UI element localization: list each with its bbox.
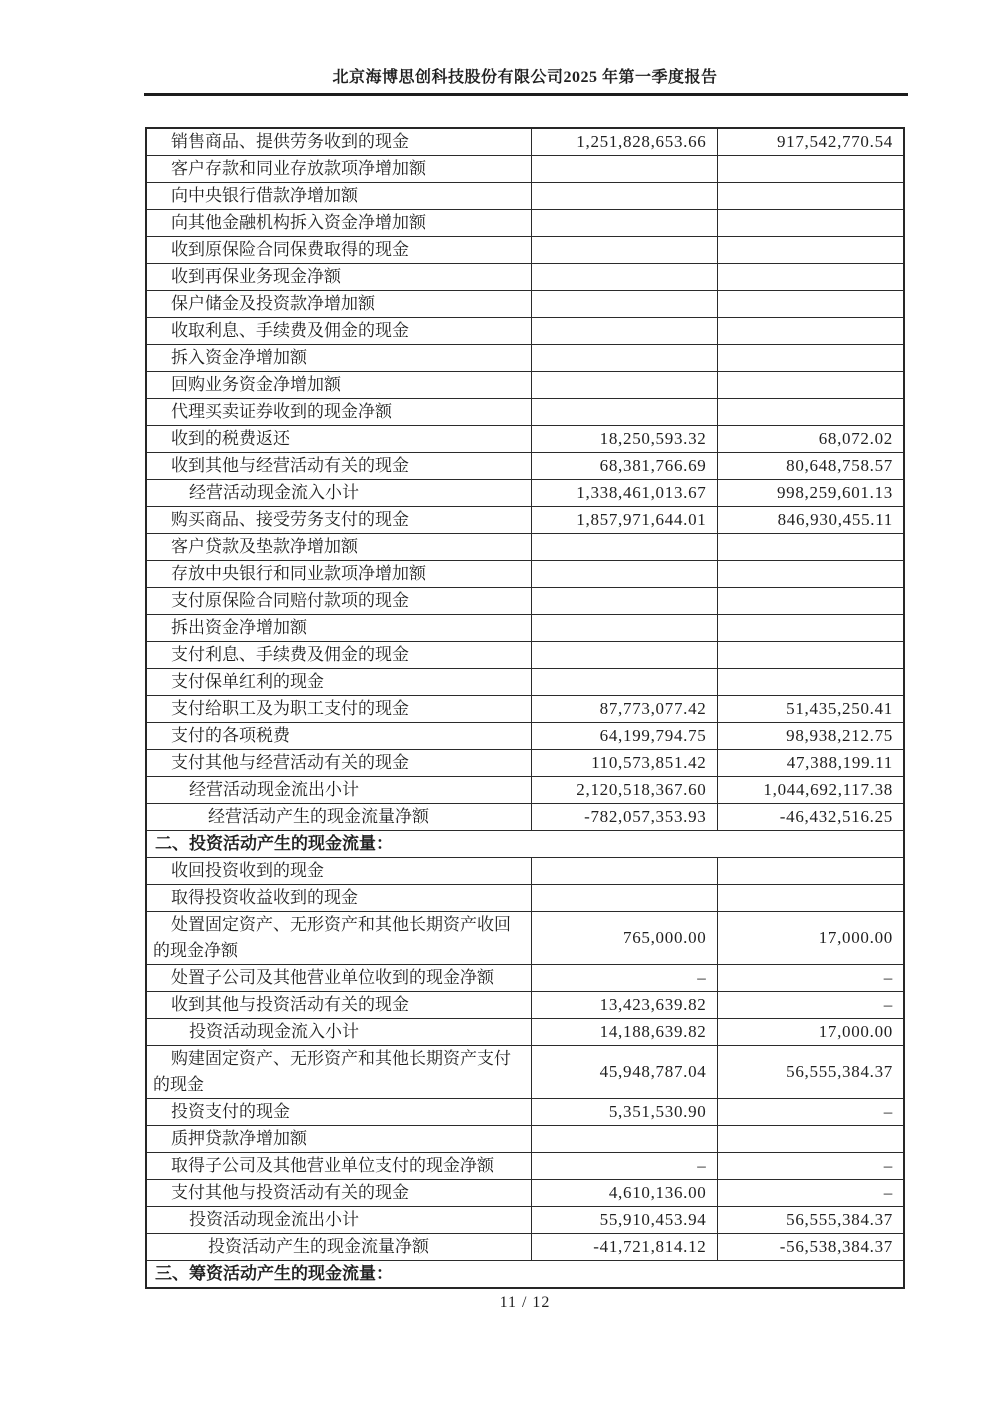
amount-cell-col2: [717, 345, 904, 372]
item-label-cell: 质押贷款净增加额: [146, 1126, 531, 1153]
item-label-cell: 支付给职工及为职工支付的现金: [146, 696, 531, 723]
item-label-cell: 向其他金融机构拆入资金净增加额: [146, 210, 531, 237]
section-header-label: 二、投资活动产生的现金流量：: [146, 831, 904, 858]
item-label-cell: 收到原保险合同保费取得的现金: [146, 237, 531, 264]
amount-cell-col1: [531, 588, 717, 615]
table-row: [146, 912, 904, 965]
amount-cell-col1: 18,250,593.32: [531, 426, 717, 453]
item-label-cell: 经营活动现金流出小计: [146, 777, 531, 804]
item-label-cell: 客户贷款及垫款净增加额: [146, 534, 531, 561]
item-label-cell: 投资活动产生的现金流量净额: [146, 1234, 531, 1261]
table-row: [146, 615, 904, 642]
table-row: [146, 1180, 904, 1207]
amount-cell-col1: 45,948,787.04: [531, 1046, 717, 1099]
item-label-cell: 支付原保险合同赔付款项的现金: [146, 588, 531, 615]
amount-cell-col2: 846,930,455.11: [717, 507, 904, 534]
item-label-cell: 存放中央银行和同业款项净增加额: [146, 561, 531, 588]
amount-cell-col1: [531, 858, 717, 885]
amount-cell-col1: [531, 210, 717, 237]
amount-cell-col1: [531, 885, 717, 912]
table-row: [146, 156, 904, 183]
amount-cell-col2: 47,388,199.11: [717, 750, 904, 777]
table-row: [146, 237, 904, 264]
item-label-cell: 销售商品、提供劳务收到的现金: [146, 128, 531, 156]
table-row: [146, 992, 904, 1019]
table-row: [146, 534, 904, 561]
current-page-number: 11: [499, 1294, 517, 1311]
table-row: [146, 1099, 904, 1126]
amount-cell-col1: -782,057,353.93: [531, 804, 717, 831]
item-label-cell: 保户储金及投资款净增加额: [146, 291, 531, 318]
amount-cell-col1: [531, 156, 717, 183]
amount-cell-col1: -41,721,814.12: [531, 1234, 717, 1261]
item-label-cell: 收到的税费返还: [146, 426, 531, 453]
item-label-cell: 拆出资金净增加额: [146, 615, 531, 642]
amount-cell-col1: 4,610,136.00: [531, 1180, 717, 1207]
table-row: [146, 128, 904, 156]
amount-cell-col1: [531, 642, 717, 669]
item-label-cell: 收取利息、手续费及佣金的现金: [146, 318, 531, 345]
table-row: [146, 777, 904, 804]
amount-cell-col2: [717, 264, 904, 291]
amount-cell-col1: [531, 318, 717, 345]
amount-cell-col2: 68,072.02: [717, 426, 904, 453]
amount-cell-col2: 98,938,212.75: [717, 723, 904, 750]
item-label-cell: 支付的各项税费: [146, 723, 531, 750]
amount-cell-col1: 765,000.00: [531, 912, 717, 965]
amount-cell-col2: –: [717, 1153, 904, 1180]
amount-cell-col2: 56,555,384.37: [717, 1046, 904, 1099]
item-label-cell: 收回投资收到的现金: [146, 858, 531, 885]
amount-cell-col1: [531, 1126, 717, 1153]
amount-cell-col1: [531, 561, 717, 588]
table-row: [146, 210, 904, 237]
amount-cell-col2: 998,259,601.13: [717, 480, 904, 507]
amount-cell-col1: 2,120,518,367.60: [531, 777, 717, 804]
header-rule: [144, 93, 908, 96]
amount-cell-col2: 51,435,250.41: [717, 696, 904, 723]
amount-cell-col1: 1,857,971,644.01: [531, 507, 717, 534]
amount-cell-col2: 1,044,692,117.38: [717, 777, 904, 804]
amount-cell-col2: [717, 237, 904, 264]
table-row: [146, 561, 904, 588]
table-row: [146, 1234, 904, 1261]
table-row: [146, 318, 904, 345]
amount-cell-col2: –: [717, 1099, 904, 1126]
amount-cell-col2: [717, 588, 904, 615]
amount-cell-col1: [531, 345, 717, 372]
item-label-cell: 回购业务资金净增加额: [146, 372, 531, 399]
table-row: [146, 453, 904, 480]
table-row: [146, 858, 904, 885]
amount-cell-col1: 68,381,766.69: [531, 453, 717, 480]
item-label-cell: 投资活动现金流出小计: [146, 1207, 531, 1234]
item-label-cell: 收到其他与经营活动有关的现金: [146, 453, 531, 480]
amount-cell-col2: [717, 372, 904, 399]
total-page-count: 12: [532, 1294, 551, 1311]
amount-cell-col2: [717, 858, 904, 885]
amount-cell-col1: 110,573,851.42: [531, 750, 717, 777]
page-number-separator: /: [521, 1294, 528, 1311]
item-label-cell: 拆入资金净增加额: [146, 345, 531, 372]
table-row: [146, 1207, 904, 1234]
table-row: [146, 507, 904, 534]
item-label-cell: 代理买卖证券收到的现金净额: [146, 399, 531, 426]
item-label-cell: 取得子公司及其他营业单位支付的现金净额: [146, 1153, 531, 1180]
amount-cell-col1: –: [531, 1153, 717, 1180]
item-label-cell: 支付保单红利的现金: [146, 669, 531, 696]
table-row: [146, 1153, 904, 1180]
amount-cell-col1: 87,773,077.42: [531, 696, 717, 723]
item-label-cell: 支付其他与投资活动有关的现金: [146, 1180, 531, 1207]
table-row: [146, 804, 904, 831]
item-label-cell: 取得投资收益收到的现金: [146, 885, 531, 912]
amount-cell-col1: 14,188,639.82: [531, 1019, 717, 1046]
cash-flow-table-body: [146, 128, 904, 1288]
table-row: [146, 1126, 904, 1153]
item-label-cell: 处置固定资产、无形资产和其他长期资产收回的现金净额: [146, 912, 531, 965]
cash-flow-statement-table: [145, 127, 905, 1289]
amount-cell-col1: [531, 615, 717, 642]
page-header-title: 北京海博思创科技股份有限公司2025 年第一季度报告: [332, 69, 718, 86]
item-label-cell: 购买商品、接受劳务支付的现金: [146, 507, 531, 534]
table-row: [146, 885, 904, 912]
page-footer: [145, 1294, 905, 1312]
amount-cell-col1: [531, 237, 717, 264]
table-row: [146, 642, 904, 669]
amount-cell-col2: -46,432,516.25: [717, 804, 904, 831]
amount-cell-col1: [531, 399, 717, 426]
table-row: [146, 750, 904, 777]
amount-cell-col1: 64,199,794.75: [531, 723, 717, 750]
amount-cell-col2: 17,000.00: [717, 912, 904, 965]
amount-cell-col1: 5,351,530.90: [531, 1099, 717, 1126]
amount-cell-col2: 80,648,758.57: [717, 453, 904, 480]
amount-cell-col2: -56,538,384.37: [717, 1234, 904, 1261]
amount-cell-col2: [717, 210, 904, 237]
amount-cell-col1: 55,910,453.94: [531, 1207, 717, 1234]
amount-cell-col2: [717, 1126, 904, 1153]
amount-cell-col2: –: [717, 992, 904, 1019]
table-row: [146, 426, 904, 453]
amount-cell-col2: –: [717, 1180, 904, 1207]
amount-cell-col1: [531, 183, 717, 210]
section-header-row: [146, 831, 904, 858]
item-label-cell: 经营活动现金流入小计: [146, 480, 531, 507]
amount-cell-col2: 56,555,384.37: [717, 1207, 904, 1234]
table-row: [146, 588, 904, 615]
amount-cell-col1: [531, 264, 717, 291]
amount-cell-col2: [717, 669, 904, 696]
amount-cell-col1: [531, 291, 717, 318]
table-row: [146, 1046, 904, 1099]
table-row: [146, 291, 904, 318]
table-row: [146, 965, 904, 992]
section-header-row: [146, 1261, 904, 1289]
item-label-cell: 投资活动现金流入小计: [146, 1019, 531, 1046]
amount-cell-col1: 1,251,828,653.66: [531, 128, 717, 156]
amount-cell-col2: [717, 291, 904, 318]
table-row: [146, 669, 904, 696]
table-row: [146, 372, 904, 399]
amount-cell-col2: [717, 561, 904, 588]
item-label-cell: 投资支付的现金: [146, 1099, 531, 1126]
amount-cell-col2: [717, 318, 904, 345]
amount-cell-col1: [531, 669, 717, 696]
table-row: [146, 264, 904, 291]
item-label-cell: 向中央银行借款净增加额: [146, 183, 531, 210]
item-label-cell: 支付利息、手续费及佣金的现金: [146, 642, 531, 669]
amount-cell-col2: [717, 399, 904, 426]
table-row: [146, 723, 904, 750]
table-row: [146, 1019, 904, 1046]
item-label-cell: 处置子公司及其他营业单位收到的现金净额: [146, 965, 531, 992]
amount-cell-col1: 13,423,639.82: [531, 992, 717, 1019]
item-label-cell: 收到其他与投资活动有关的现金: [146, 992, 531, 1019]
amount-cell-col2: [717, 183, 904, 210]
amount-cell-col2: [717, 156, 904, 183]
amount-cell-col2: 917,542,770.54: [717, 128, 904, 156]
table-row: [146, 696, 904, 723]
amount-cell-col1: –: [531, 965, 717, 992]
amount-cell-col2: [717, 615, 904, 642]
amount-cell-col2: [717, 534, 904, 561]
amount-cell-col2: [717, 885, 904, 912]
amount-cell-col2: –: [717, 965, 904, 992]
table-row: [146, 480, 904, 507]
amount-cell-col1: [531, 534, 717, 561]
section-header-label: 三、筹资活动产生的现金流量：: [146, 1261, 904, 1289]
table-row: [146, 399, 904, 426]
table-row: [146, 183, 904, 210]
item-label-cell: 购建固定资产、无形资产和其他长期资产支付的现金: [146, 1046, 531, 1099]
amount-cell-col1: 1,338,461,013.67: [531, 480, 717, 507]
item-label-cell: 客户存款和同业存放款项净增加额: [146, 156, 531, 183]
amount-cell-col1: [531, 372, 717, 399]
amount-cell-col2: [717, 642, 904, 669]
item-label-cell: 支付其他与经营活动有关的现金: [146, 750, 531, 777]
item-label-cell: 经营活动产生的现金流量净额: [146, 804, 531, 831]
amount-cell-col2: 17,000.00: [717, 1019, 904, 1046]
item-label-cell: 收到再保业务现金净额: [146, 264, 531, 291]
table-row: [146, 345, 904, 372]
